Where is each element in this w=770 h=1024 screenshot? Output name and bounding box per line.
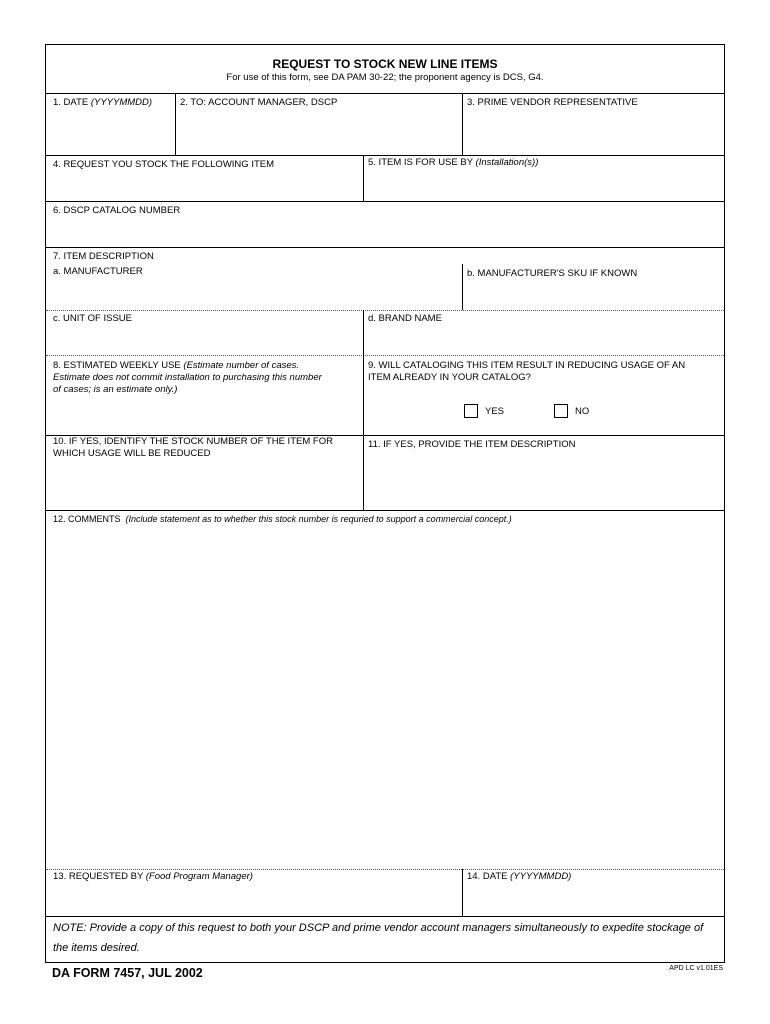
field-7d-label: d. BRAND NAME [368, 313, 442, 324]
divider [363, 155, 364, 201]
divider [363, 310, 364, 510]
form-title: REQUEST TO STOCK NEW LINE ITEMS [272, 57, 498, 71]
field-9-label: 9. WILL CATALOGING THIS ITEM RESULT IN REDUCING USAGE OF AN ITEM ALREADY IN YOUR CATALOG? [368, 360, 686, 383]
field-11-label: 11. IF YES, PROVIDE THE ITEM DESCRIPTION [368, 439, 576, 450]
divider [175, 93, 176, 155]
divider [46, 310, 724, 311]
form-version: APD LC v1.01ES [669, 965, 723, 972]
divider [46, 201, 724, 202]
field-6-label: 6. DSCP CATALOG NUMBER [53, 205, 181, 216]
form-subtitle: For use of this form, see DA PAM 30-22; the proponent agency is DCS, G4. [226, 72, 544, 83]
field-13-label: 13. REQUESTED BY (Food Program Manager) [53, 871, 253, 882]
field-7-label: 7. ITEM DESCRIPTION [53, 251, 154, 262]
field-14-label: 14. DATE (YYYYMMDD) [467, 871, 572, 882]
field-8-label: 8. ESTIMATED WEEKLY USE (Estimate number of cases. Estimate does not commit installation to purchasing this number of cases; is an estimate only.) [53, 360, 322, 395]
divider [46, 869, 724, 870]
no-checkbox[interactable] [554, 404, 568, 418]
divider [46, 93, 724, 94]
form-number: DA FORM 7457, JUL 2002 [52, 966, 203, 980]
field-10-label: 10. IF YES, IDENTIFY THE STOCK NUMBER OF THE ITEM FOR WHICH USAGE WILL BE REDUCED [53, 436, 333, 459]
field-2-label: 2. TO: ACCOUNT MANAGER, DSCP [180, 97, 338, 108]
no-label: NO [575, 406, 590, 417]
yes-label: YES [485, 406, 505, 417]
divider [462, 869, 463, 916]
divider [46, 155, 724, 156]
divider [46, 916, 724, 917]
form-frame [45, 44, 725, 963]
field-7a-label: a. MANUFACTURER [53, 266, 143, 277]
field-7b-label: b. MANUFACTURER'S SKU IF KNOWN [467, 268, 638, 279]
field-5-label: 5. ITEM IS FOR USE BY (Installation(s)) [368, 157, 539, 168]
divider [46, 247, 724, 248]
field-7c-label: c. UNIT OF ISSUE [53, 313, 133, 324]
yes-checkbox[interactable] [464, 404, 478, 418]
field-4-label: 4. REQUEST YOU STOCK THE FOLLOWING ITEM [53, 159, 275, 170]
field-3-label: 3. PRIME VENDOR REPRESENTATIVE [467, 97, 638, 108]
note-text: NOTE: Provide a copy of this request to both your DSCP and prime vendor account managers simultaneously to expedite stockage of the items desired. [53, 922, 704, 954]
divider [46, 355, 724, 356]
divider [46, 510, 724, 511]
field-1-label: 1. DATE (YYYYMMDD) [53, 97, 153, 108]
divider [462, 93, 463, 155]
field-12-label: 12. COMMENTS (Include statement as to whether this stock number is requried to support a commercial concept.) [53, 514, 512, 524]
divider [462, 264, 463, 310]
